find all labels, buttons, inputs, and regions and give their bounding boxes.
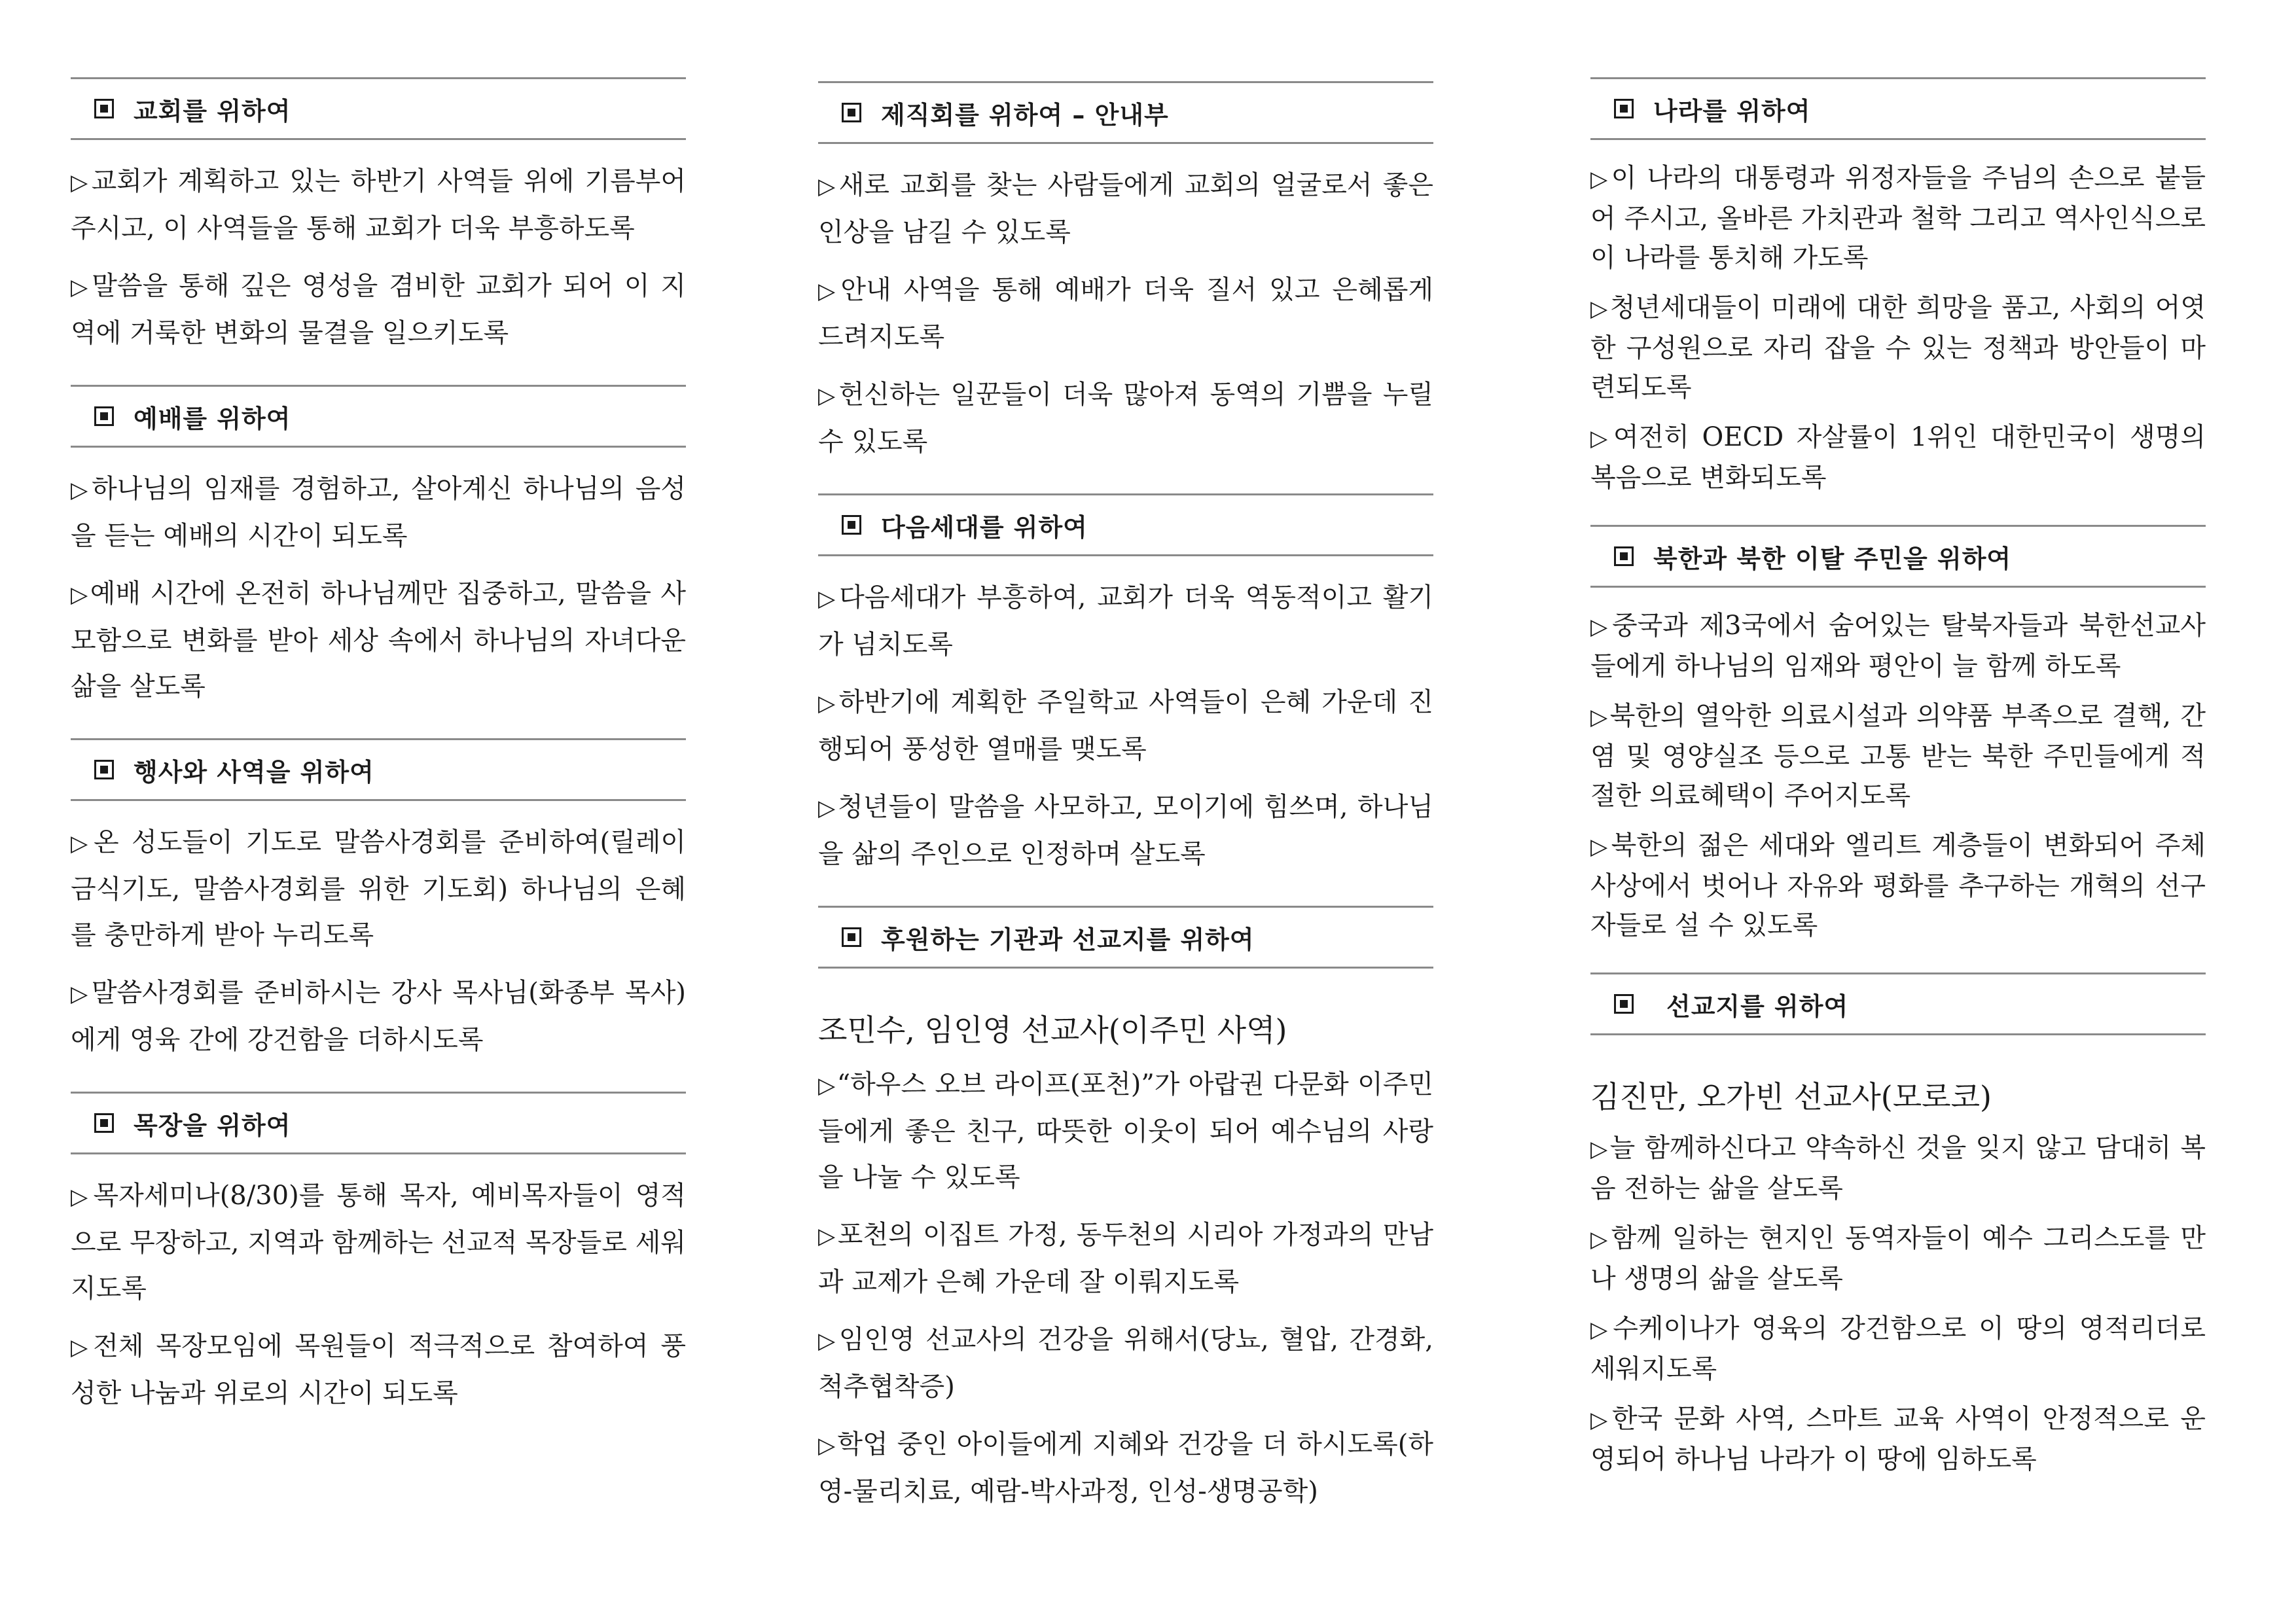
triangle-bullet-icon: ▷	[1590, 425, 1613, 452]
section-heading	[71, 77, 686, 140]
prayer-list	[1590, 140, 2206, 525]
section-heading	[1590, 77, 2206, 140]
triangle-bullet-icon: ▷	[818, 795, 837, 821]
prayer-item: ▷새로 교회를 찾는 사람들에게 교회의 얼굴로서 좋은 인상을 남길 수 있도록	[818, 170, 1433, 247]
triangle-bullet-icon: ▷	[1590, 1136, 1609, 1162]
triangle-bullet-icon: ▷	[71, 477, 91, 503]
square-bullet-icon	[842, 927, 861, 947]
prayer-item: ▷안내 사역을 통해 예배가 더욱 질서 있고 은혜롭게 드려지도록	[818, 275, 1433, 352]
column-1	[71, 77, 686, 1445]
triangle-bullet-icon: ▷	[71, 274, 91, 300]
prayer-list	[71, 801, 686, 1092]
prayer-list	[71, 1154, 686, 1445]
triangle-bullet-icon: ▷	[818, 1223, 836, 1249]
section-title: 교회를 위하여	[134, 96, 291, 126]
prayer-list	[818, 144, 1433, 493]
prayer-list	[71, 140, 686, 385]
prayer-item: ▷헌신하는 일꾼들이 더욱 많아져 동역의 기쁨을 누릴 수 있도록	[818, 380, 1433, 457]
section-title: 나라를 위하여	[1653, 96, 1811, 126]
prayer-item: ▷말씀을 통해 깊은 영성을 겸비한 교회가 되어 이 지역에 거룩한 변화의 물결을 일으키도록	[71, 271, 686, 348]
section-title: 북한과 북한 이탈 주민을 위하여	[1653, 544, 2012, 573]
section-title: 선교지를 위하여	[1666, 991, 1849, 1021]
prayer-item: ▷교회가 계획하고 있는 하반기 사역들 위에 기름부어 주시고, 이 사역들을 통해 교회가 더욱 부흥하도록	[71, 166, 686, 243]
section-title: 행사와 사역을 위하여	[134, 757, 374, 787]
triangle-bullet-icon: ▷	[818, 1073, 836, 1099]
square-bullet-icon	[1614, 99, 1634, 118]
square-bullet-icon	[1614, 994, 1634, 1014]
prayer-item: ▷포천의 이집트 가정, 동두천의 시리아 가정과의 만남과 교제가 은혜 가운데 잘 이뤄지도록	[818, 1220, 1433, 1297]
prayer-item: ▷북한의 젊은 세대와 엘리트 계층들이 변화되어 주체사상에서 벗어나 자유와 평화를 추구하는 개혁의 선구자들로 설 수 있도록	[1590, 830, 2206, 940]
prayer-item: ▷함께 일하는 현지인 동역자들이 예수 그리스도를 만나 생명의 삶을 살도록	[1590, 1223, 2206, 1294]
triangle-bullet-icon: ▷	[71, 981, 90, 1007]
triangle-bullet-icon: ▷	[1590, 614, 1611, 640]
triangle-bullet-icon: ▷	[818, 173, 838, 200]
section-title: 목장을 위하여	[134, 1111, 291, 1140]
square-bullet-icon	[94, 1113, 114, 1133]
triangle-bullet-icon: ▷	[818, 383, 838, 409]
square-bullet-icon	[94, 760, 114, 779]
prayer-item: ▷다음세대가 부흥하여, 교회가 더욱 역동적이고 활기가 넘치도록	[818, 582, 1433, 660]
prayer-item: ▷이 나라의 대통령과 위정자들을 주님의 손으로 붙들어 주시고, 올바른 가치관과 철학 그리고 역사인식으로 이 나라를 통치해 가도록	[1590, 163, 2206, 273]
prayer-item: ▷학업 중인 아이들에게 지혜와 건강을 더 하시도록(하영-물리치료, 예람-박사과정, 인성-생명공학)	[818, 1429, 1433, 1507]
missionary-name: 조민수, 임인영 선교사(이주민 사역)	[818, 1012, 1287, 1048]
prayer-list	[1590, 1035, 2206, 1507]
triangle-bullet-icon: ▷	[1590, 1226, 1610, 1253]
square-bullet-icon	[1614, 546, 1634, 566]
triangle-bullet-icon: ▷	[1590, 166, 1610, 192]
square-bullet-icon	[94, 406, 114, 426]
prayer-item: ▷늘 함께하신다고 약속하신 것을 잊지 않고 담대히 복음 전하는 삶을 살도록	[1590, 1133, 2206, 1204]
section-heading	[1590, 972, 2206, 1035]
prayer-item: ▷중국과 제3국에서 숨어있는 탈북자들과 북한선교사들에게 하나님의 임재와 평안이 늘 함께 하도록	[1590, 611, 2206, 681]
prayer-list	[1590, 588, 2206, 972]
section-heading	[71, 385, 686, 448]
square-bullet-icon	[842, 103, 861, 122]
section-heading	[1590, 525, 2206, 588]
prayer-item: ▷한국 문화 사역, 스마트 교육 사역이 안정적으로 운영되어 하나님 나라가 이 땅에 임하도록	[1590, 1404, 2206, 1474]
triangle-bullet-icon: ▷	[818, 690, 838, 717]
section-heading	[71, 738, 686, 801]
triangle-bullet-icon: ▷	[1590, 1407, 1611, 1433]
triangle-bullet-icon: ▷	[818, 586, 838, 612]
triangle-bullet-icon: ▷	[1590, 834, 1610, 860]
section-heading	[818, 81, 1433, 144]
prayer-item: ▷수케이나가 영육의 강건함으로 이 땅의 영적리더로 세워지도록	[1590, 1313, 2206, 1384]
missionary-name: 김진만, 오가빈 선교사(모로코)	[1590, 1079, 1992, 1115]
triangle-bullet-icon: ▷	[818, 1328, 838, 1354]
section-title: 제직회를 위하여 – 안내부	[881, 100, 1169, 130]
triangle-bullet-icon: ▷	[71, 830, 92, 857]
column-2	[818, 81, 1433, 1543]
prayer-item: ▷예배 시간에 온전히 하나님께만 집중하고, 말씀을 사모함으로 변화를 받아 세상 속에서 하나님의 자녀다운 삶을 살도록	[71, 579, 686, 702]
square-bullet-icon	[842, 515, 861, 535]
square-bullet-icon	[94, 99, 114, 118]
prayer-list	[71, 448, 686, 738]
prayer-item: ▷임인영 선교사의 건강을 위해서(당뇨, 혈압, 간경화, 척추협착증)	[818, 1325, 1434, 1402]
prayer-item: ▷하반기에 계획한 주일학교 사역들이 은혜 가운데 진행되어 풍성한 열매를 맺도록	[818, 687, 1433, 764]
section-title: 예배를 위하여	[134, 404, 291, 433]
triangle-bullet-icon: ▷	[1590, 296, 1609, 322]
column-3	[1590, 77, 2206, 1507]
prayer-item: ▷“하우스 오브 라이프(포천)”가 아랍권 다문화 이주민들에게 좋은 친구, 따뜻한 이웃이 되어 예수님의 사랑을 나눌 수 있도록	[818, 1069, 1434, 1192]
prayer-item: ▷온 성도들이 기도로 말씀사경회를 준비하여(릴레이 금식기도, 말씀사경회를 위한 기도회) 하나님의 은혜를 충만하게 받아 누리도록	[71, 827, 686, 950]
triangle-bullet-icon: ▷	[1590, 704, 1609, 730]
triangle-bullet-icon: ▷	[818, 278, 840, 304]
section-title: 다음세대를 위하여	[881, 512, 1088, 542]
triangle-bullet-icon: ▷	[71, 169, 90, 196]
prayer-item: ▷북한의 열악한 의료시설과 의약품 부족으로 결핵, 간염 및 영양실조 등으로 고통 받는 북한 주민들에게 적절한 의료혜택이 주어지도록	[1590, 701, 2206, 811]
section-heading	[818, 906, 1433, 969]
triangle-bullet-icon: ▷	[71, 1184, 92, 1210]
triangle-bullet-icon: ▷	[818, 1433, 836, 1459]
prayer-item: ▷청년들이 말씀을 사모하고, 모이기에 힘쓰며, 하나님을 삶의 주인으로 인정하며 살도록	[818, 792, 1433, 869]
section-heading	[818, 493, 1433, 556]
prayer-list	[818, 969, 1433, 1543]
triangle-bullet-icon: ▷	[1590, 1317, 1612, 1343]
triangle-bullet-icon: ▷	[71, 582, 89, 608]
section-title: 후원하는 기관과 선교지를 위하여	[881, 925, 1255, 954]
prayer-item: ▷전체 목장모임에 목원들이 적극적으로 참여하여 풍성한 나눔과 위로의 시간이 되도록	[71, 1331, 687, 1408]
prayer-item: ▷청년세대들이 미래에 대한 희망을 품고, 사회의 어엿한 구성원으로 자리 잡을 수 있는 정책과 방안들이 마련되도록	[1590, 293, 2206, 402]
prayer-item: ▷목자세미나(8/30)를 통해 목자, 예비목자들이 영적으로 무장하고, 지역과 함께하는 선교적 목장들로 세워지도록	[71, 1181, 686, 1304]
prayer-list	[818, 556, 1433, 906]
section-heading	[71, 1092, 686, 1154]
prayer-item: ▷여전히 OECD 자살률이 1위인 대한민국이 생명의 복음으로 변화되도록	[1590, 422, 2206, 493]
prayer-item: ▷말씀사경회를 준비하시는 강사 목사님(화종부 목사)에게 영육 간에 강건함을 더하시도록	[71, 978, 687, 1055]
triangle-bullet-icon: ▷	[71, 1334, 92, 1361]
prayer-item: ▷하나님의 임재를 경험하고, 살아계신 하나님의 음성을 듣는 예배의 시간이 되도록	[71, 474, 686, 551]
